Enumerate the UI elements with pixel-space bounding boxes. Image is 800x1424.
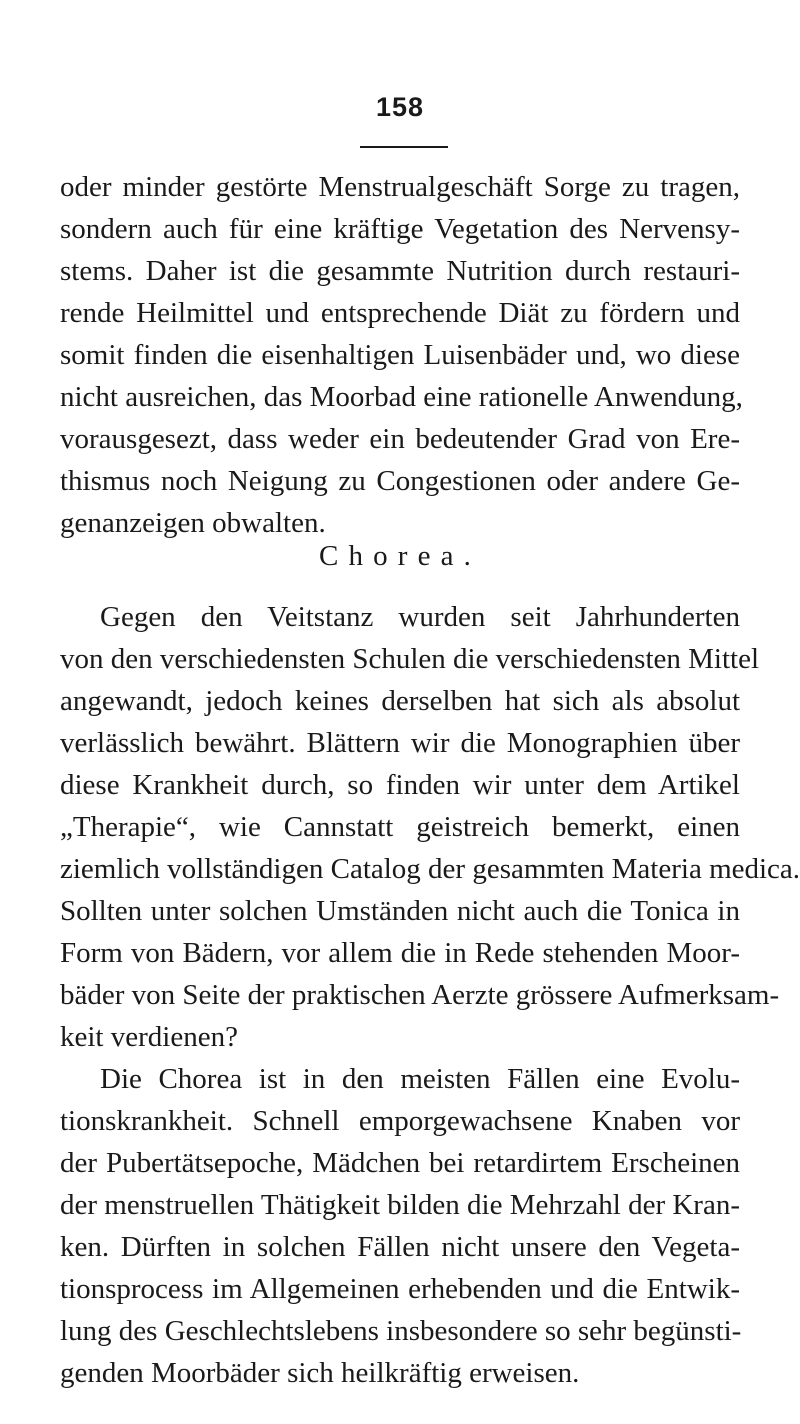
text-line: Form von Bädern, vor allem die in Rede stehenden Moor- bbox=[60, 937, 740, 969]
text-line: verlässlich bewährt. Blättern wir die Monographien über bbox=[60, 727, 740, 759]
text-line: ziemlich vollständigen Catalog der gesammten Materia medica. bbox=[60, 853, 800, 885]
text-line: nicht ausreichen, das Moorbad eine rationelle Anwendung, bbox=[60, 381, 743, 413]
text-line: Gegen den Veitstanz wurden seit Jahrhunderten bbox=[100, 601, 740, 633]
text-line: Die Chorea ist in den meisten Fällen eine Evolu- bbox=[100, 1063, 740, 1095]
text-line: „Therapie“, wie Cannstatt geistreich bemerkt, einen bbox=[60, 811, 740, 843]
text-line: diese Krankheit durch, so finden wir unter dem Artikel bbox=[60, 769, 740, 801]
text-line: angewandt, jedoch keines derselben hat sich als absolut bbox=[60, 685, 740, 717]
text-line: Sollten unter solchen Umständen nicht auch die Tonica in bbox=[60, 895, 740, 927]
text-line: sondern auch für eine kräftige Vegetation des Nervensy- bbox=[60, 213, 740, 245]
text-line: vorausgesezt, dass weder ein bedeutender Grad von Ere- bbox=[60, 423, 740, 455]
text-line: tionsprocess im Allgemeinen erhebenden und die Entwik- bbox=[60, 1273, 740, 1305]
text-line: oder minder gestörte Menstrualgeschäft Sorge zu tragen, bbox=[60, 171, 740, 203]
text-line: genanzeigen obwalten. bbox=[60, 507, 326, 539]
text-line: genden Moorbäder sich heilkräftig erweisen. bbox=[60, 1357, 580, 1389]
text-line: stems. Daher ist die gesammte Nutrition durch restauri- bbox=[60, 255, 740, 287]
text-line: keit verdienen? bbox=[60, 1021, 238, 1053]
text-line: der Pubertätsepoche, Mädchen bei retardirtem Erscheinen bbox=[60, 1147, 740, 1179]
text-line: ken. Dürften in solchen Fällen nicht unsere den Vegeta- bbox=[60, 1231, 740, 1263]
text-line: lung des Geschlechtslebens insbesondere so sehr begünsti- bbox=[60, 1315, 742, 1347]
text-line: tionskrankheit. Schnell emporgewachsene Knaben vor bbox=[60, 1105, 740, 1137]
text-line: rende Heilmittel und entsprechende Diät zu fördern und bbox=[60, 297, 740, 329]
text-line: von den verschiedensten Schulen die verschiedensten Mittel bbox=[60, 643, 760, 675]
page-number: 158 bbox=[375, 92, 425, 122]
text-line: somit finden die eisenhaltigen Luisenbäder und, wo diese bbox=[60, 339, 740, 371]
text-line: thismus noch Neigung zu Congestionen oder andere Ge- bbox=[60, 465, 740, 497]
text-line: der menstruellen Thätigkeit bilden die Mehrzahl der Kran- bbox=[60, 1189, 740, 1221]
section-heading: Chorea. bbox=[318, 540, 482, 572]
text-line: bäder von Seite der praktischen Aerzte grössere Aufmerksam- bbox=[60, 979, 780, 1011]
page-number-rule bbox=[360, 146, 448, 148]
